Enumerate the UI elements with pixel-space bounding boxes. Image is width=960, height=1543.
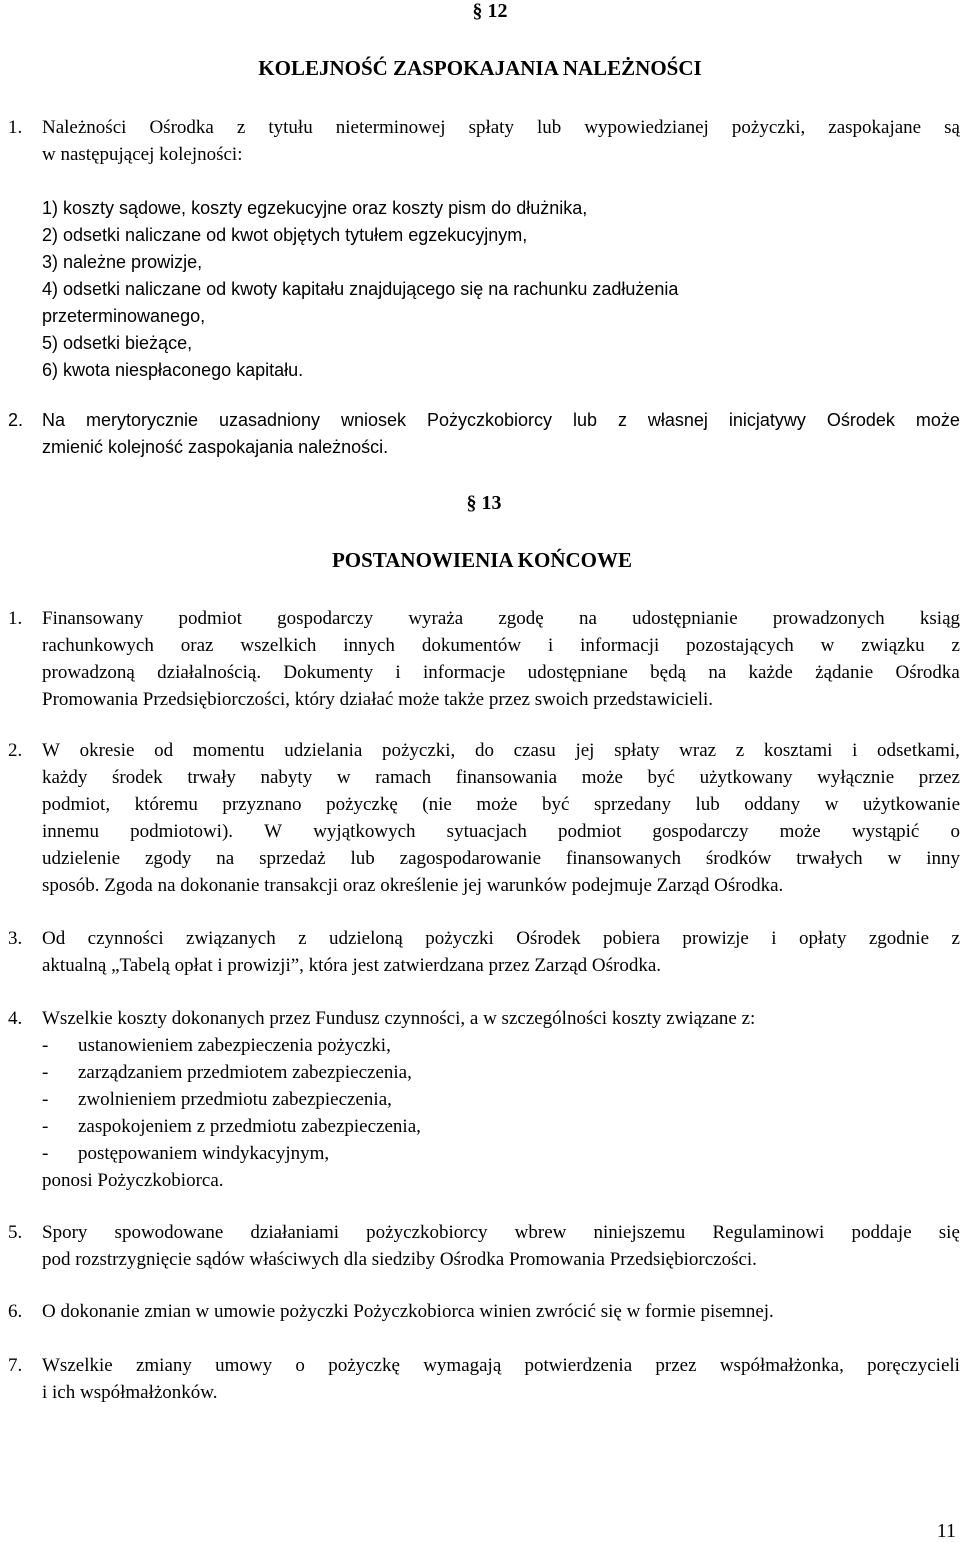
section-13-title: POSTANOWIENIA KOŃCOWE	[331, 548, 633, 572]
s12-p2-line: zmienić kolejność zaspokajania należności.	[42, 437, 389, 457]
s13-p4-item: zarządzaniem przedmiotem zabezpieczenia,	[78, 1062, 412, 1083]
list-dash: -	[42, 1143, 49, 1164]
s13-p3-number: 3.	[8, 928, 23, 949]
s13-p4-item: zaspokojeniem z przedmiotu zabezpieczenia,	[78, 1116, 421, 1137]
section-13-mark: § 13	[466, 492, 502, 514]
s13-p2-line: sposób. Zgoda na dokonanie transakcji oraz określenie jej warunków podejmuje Zarząd Ośrodka.	[42, 875, 784, 896]
s12-p2-number: 2.	[8, 410, 24, 430]
list-dash: -	[42, 1089, 49, 1110]
s13-p5-line: Spory spowodowane działaniami pożyczkobiorcy wbrew niniejszemu Regulaminowi poddaje się	[42, 1222, 960, 1243]
s13-p1-line: Promowania Przedsiębiorczości, który działać może także przez swoich przedstawicieli.	[42, 689, 714, 710]
s12-p1-line: Należności Ośrodka z tytułu nieterminowej spłaty lub wypowiedzianej pożyczki, zaspokajane są	[42, 117, 960, 138]
list-dash: -	[42, 1062, 49, 1083]
s13-p3-line: Od czynności związanych z udzieloną pożyczki Ośrodek pobiera prowizje i opłaty zgodnie z	[42, 928, 960, 949]
s13-p2-line: każdy środek trwały nabyty w ramach finansowania może być użytkowany wyłącznie przez	[42, 767, 960, 788]
s13-p6-text: O dokonanie zmian w umowie pożyczki Pożyczkobiorca winien zwrócić się w formie pisemnej.	[42, 1301, 774, 1322]
s13-p2-line: podmiot, któremu przyznano pożyczkę (nie może być sprzedany lub oddany w użytkowanie	[42, 794, 960, 815]
section-12-title: KOLEJNOŚĆ ZASPOKAJANIA NALEŻNOŚCI	[258, 56, 702, 80]
s13-p5-number: 5.	[8, 1222, 23, 1243]
s12-list-item: 1) koszty sądowe, koszty egzekucyjne oraz koszty pism do dłużnika,	[42, 198, 588, 218]
s13-p4-intro: Wszelkie koszty dokonanych przez Fundusz czynności, a w szczególności koszty związane z:	[42, 1008, 756, 1029]
s13-p4-item: zwolnieniem przedmiotu zabezpieczenia,	[78, 1089, 392, 1110]
section-12-mark: § 12	[472, 0, 508, 22]
s12-p2-line: Na merytorycznie uzasadniony wniosek Pożyczkobiorcy lub z własnej inicjatywy Ośrodek może	[42, 410, 960, 430]
s12-list-item: 3) należne prowizje,	[42, 252, 203, 272]
s12-list-item: 4) odsetki naliczane od kwoty kapitału znajdującego się na rachunku zadłużenia	[42, 279, 679, 299]
s13-p2-line: udzielenie zgody na sprzedaż lub zagospodarowanie finansowanych środków trwałych w inny	[42, 848, 960, 869]
s13-p7-line: i ich współmałżonków.	[42, 1382, 218, 1403]
s13-p1-line: Finansowany podmiot gospodarczy wyraża zgodę na udostępnianie prowadzonych ksiąg	[42, 608, 960, 629]
s13-p4-item: postępowaniem windykacyjnym,	[78, 1143, 330, 1164]
s12-list-item: przeterminowanego,	[42, 306, 206, 326]
s13-p2-line: innemu podmiotowi). W wyjątkowych sytuacjach podmiot gospodarczy może wystąpić o	[42, 821, 960, 842]
s13-p7-number: 7.	[8, 1355, 23, 1376]
s13-p4-outro: ponosi Pożyczkobiorca.	[42, 1170, 224, 1191]
s12-list-item: 5) odsetki bieżące,	[42, 333, 193, 353]
s13-p2-number: 2.	[8, 740, 23, 761]
s12-p1-number: 1.	[8, 117, 23, 138]
s13-p3-line: aktualną „Tabelą opłat i prowizji”, która jest zatwierdzana przez Zarząd Ośrodka.	[42, 955, 662, 976]
s13-p4-number: 4.	[8, 1008, 23, 1029]
s13-p4-item: ustanowieniem zabezpieczenia pożyczki,	[78, 1035, 391, 1056]
s13-p1-line: rachunkowych oraz wszelkich innych dokumentów i informacji pozostających w związku z	[42, 635, 960, 656]
s13-p1-line: prowadzoną działalnością. Dokumenty i informacje udostępniane będą na każde żądanie Ośrodka	[42, 662, 960, 683]
s13-p6-number: 6.	[8, 1301, 23, 1322]
s13-p1-number: 1.	[8, 608, 23, 629]
s12-list-item: 6) kwota niespłaconego kapitału.	[42, 360, 304, 380]
s13-p5-line: pod rozstrzygnięcie sądów właściwych dla siedziby Ośrodka Promowania Przedsiębiorczości.	[42, 1249, 757, 1270]
page-number: 11	[936, 1520, 956, 1542]
list-dash: -	[42, 1035, 49, 1056]
s13-p7-line: Wszelkie zmiany umowy o pożyczkę wymagają potwierdzenia przez współmałżonka, poręczycieli	[42, 1355, 960, 1376]
s12-p1-line: w następującej kolejności:	[42, 144, 243, 165]
s13-p2-line: W okresie od momentu udzielania pożyczki, do czasu jej spłaty wraz z kosztami i odsetkami,	[42, 740, 960, 761]
list-dash: -	[42, 1116, 49, 1137]
s12-list-item: 2) odsetki naliczane od kwot objętych tytułem egzekucyjnym,	[42, 225, 528, 245]
